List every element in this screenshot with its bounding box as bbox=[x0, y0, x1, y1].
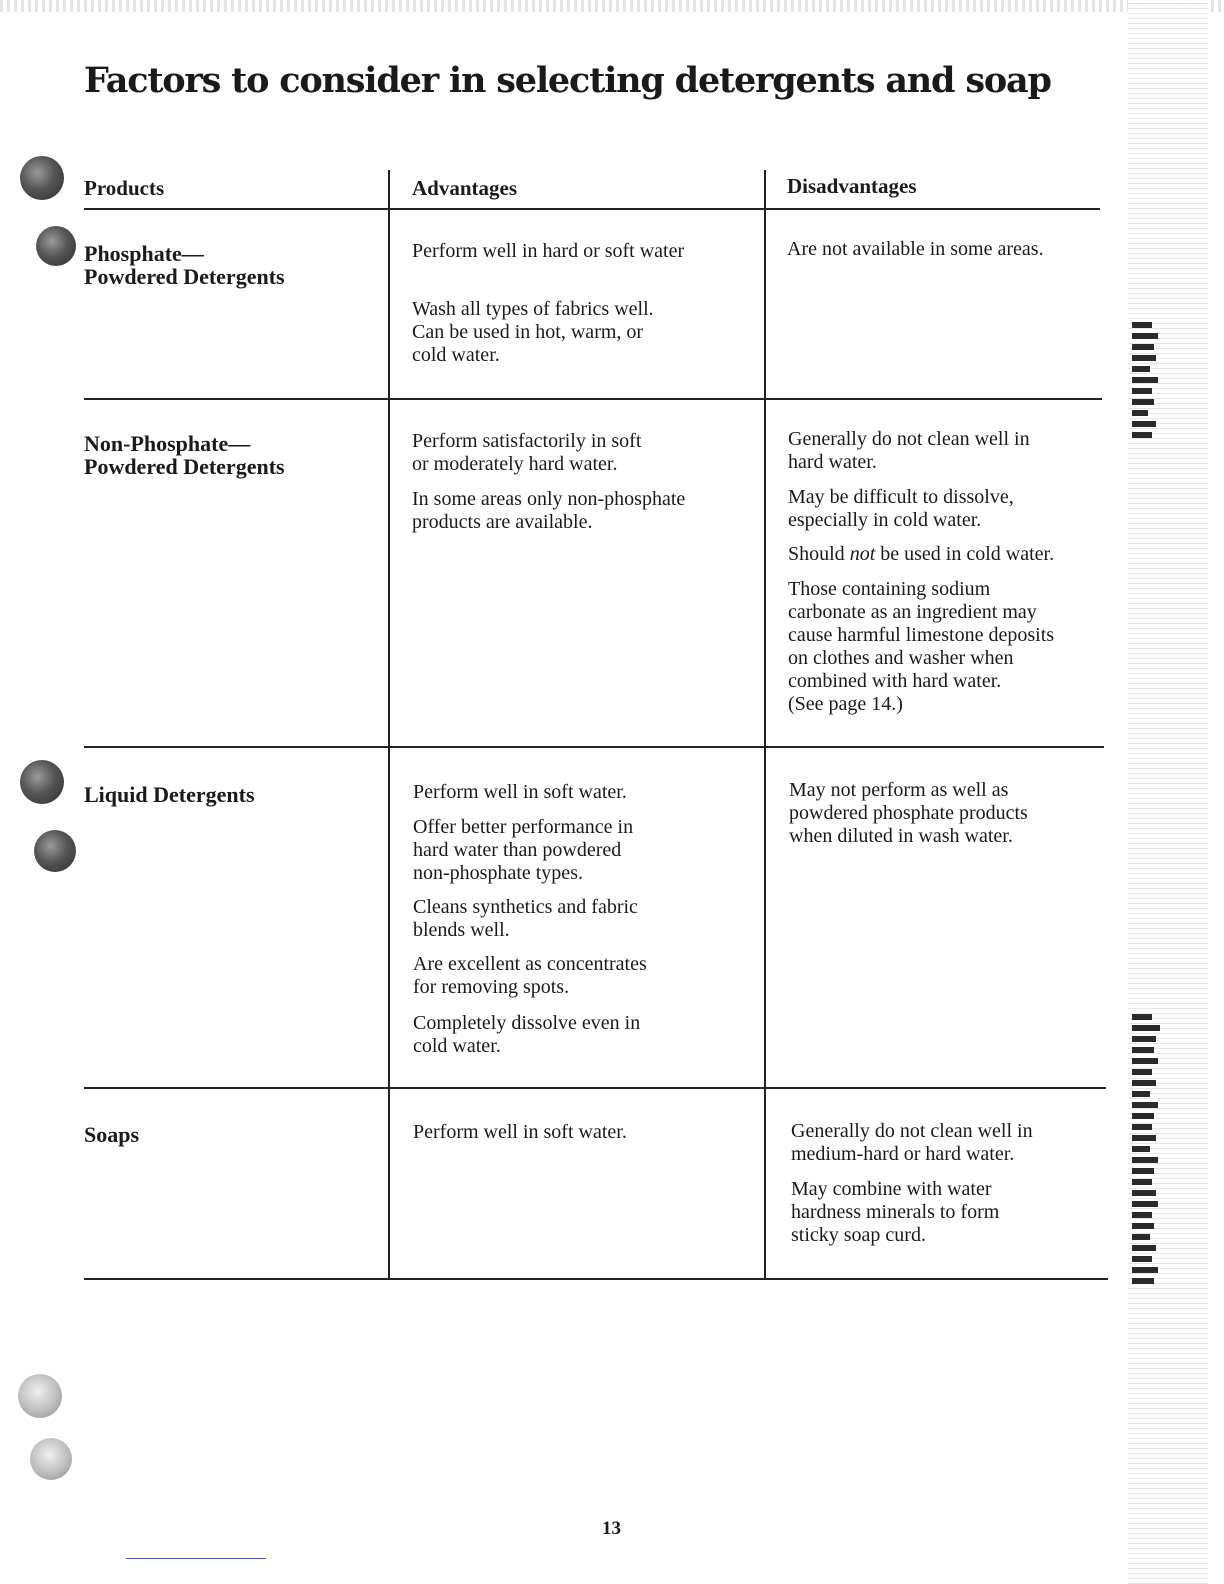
header-rule bbox=[84, 208, 1100, 210]
binder-hole-1 bbox=[20, 156, 64, 200]
binder-hole-3 bbox=[20, 760, 64, 804]
advantage-item: Perform well in soft water. bbox=[413, 781, 627, 803]
scan-underline bbox=[126, 1558, 266, 1559]
binder-hole-4 bbox=[34, 830, 76, 872]
column-divider-1 bbox=[388, 170, 390, 1280]
row-rule-2 bbox=[84, 746, 1104, 748]
row-rule-4 bbox=[84, 1278, 1108, 1280]
advantage-item: Are excellent as concentrates for removing spots. bbox=[413, 953, 647, 998]
advantage-item: Wash all types of fabrics well. Can be used in hot, warm, or cold water. bbox=[412, 298, 654, 366]
disadvantage-item: Should not be used in cold water. bbox=[788, 543, 1055, 565]
header-products: Products bbox=[84, 176, 165, 200]
product-non-phosphate-powdered: Non-Phosphate— Powdered Detergents bbox=[84, 431, 285, 479]
advantage-item: Perform satisfactorily in soft or moderately hard water. bbox=[412, 430, 642, 475]
advantage-item: Cleans synthetics and fabric blends well. bbox=[413, 896, 638, 941]
scan-edge-top bbox=[0, 0, 1224, 12]
header-disadvantages: Disadvantages bbox=[787, 174, 917, 198]
scan-edge-right bbox=[1128, 0, 1208, 1584]
binder-hole-6 bbox=[30, 1438, 72, 1480]
header-advantages: Advantages bbox=[412, 176, 518, 200]
disadvantage-item: Are not available in some areas. bbox=[787, 238, 1044, 260]
disadvantage-item: Generally do not clean well in hard water. bbox=[788, 428, 1030, 473]
advantage-item: Completely dissolve even in cold water. bbox=[413, 1012, 641, 1057]
advantage-item: Perform well in hard or soft water bbox=[412, 240, 685, 262]
binder-hole-2 bbox=[36, 226, 76, 266]
product-liquid-detergents: Liquid Detergents bbox=[84, 782, 255, 807]
scan-marks-lower bbox=[1132, 1014, 1172, 1289]
product-soaps: Soaps bbox=[84, 1122, 140, 1147]
product-phosphate-powdered: Phosphate— Powdered Detergents bbox=[84, 241, 285, 289]
scan-marks-upper bbox=[1132, 322, 1172, 443]
advantage-item: In some areas only non-phosphate products are available. bbox=[412, 488, 686, 533]
page-title: Factors to consider in selecting detergents and soap bbox=[84, 60, 1051, 101]
disadvantage-item: May combine with water hardness minerals to form sticky soap curd. bbox=[791, 1178, 1000, 1246]
disadvantage-item: May be difficult to dissolve, especially in cold water. bbox=[788, 486, 1014, 531]
disadvantage-item: Those containing sodium carbonate as an ingredient may cause harmful limestone deposits on clothes and washer when combined with hard water. (See page 14.) bbox=[788, 578, 1055, 715]
page-number: 13 bbox=[602, 1518, 621, 1539]
row-rule-1 bbox=[84, 398, 1102, 400]
disadvantage-item: May not perform as well as powdered phosphate products when diluted in wash water. bbox=[789, 779, 1028, 847]
column-divider-2 bbox=[764, 170, 766, 1280]
disadvantage-item: Generally do not clean well in medium-hard or hard water. bbox=[791, 1120, 1033, 1165]
advantage-item: Perform well in soft water. bbox=[413, 1121, 627, 1143]
advantage-item: Offer better performance in hard water than powdered non-phosphate types. bbox=[413, 816, 634, 884]
row-rule-3 bbox=[84, 1087, 1106, 1089]
binder-hole-5 bbox=[18, 1374, 62, 1418]
